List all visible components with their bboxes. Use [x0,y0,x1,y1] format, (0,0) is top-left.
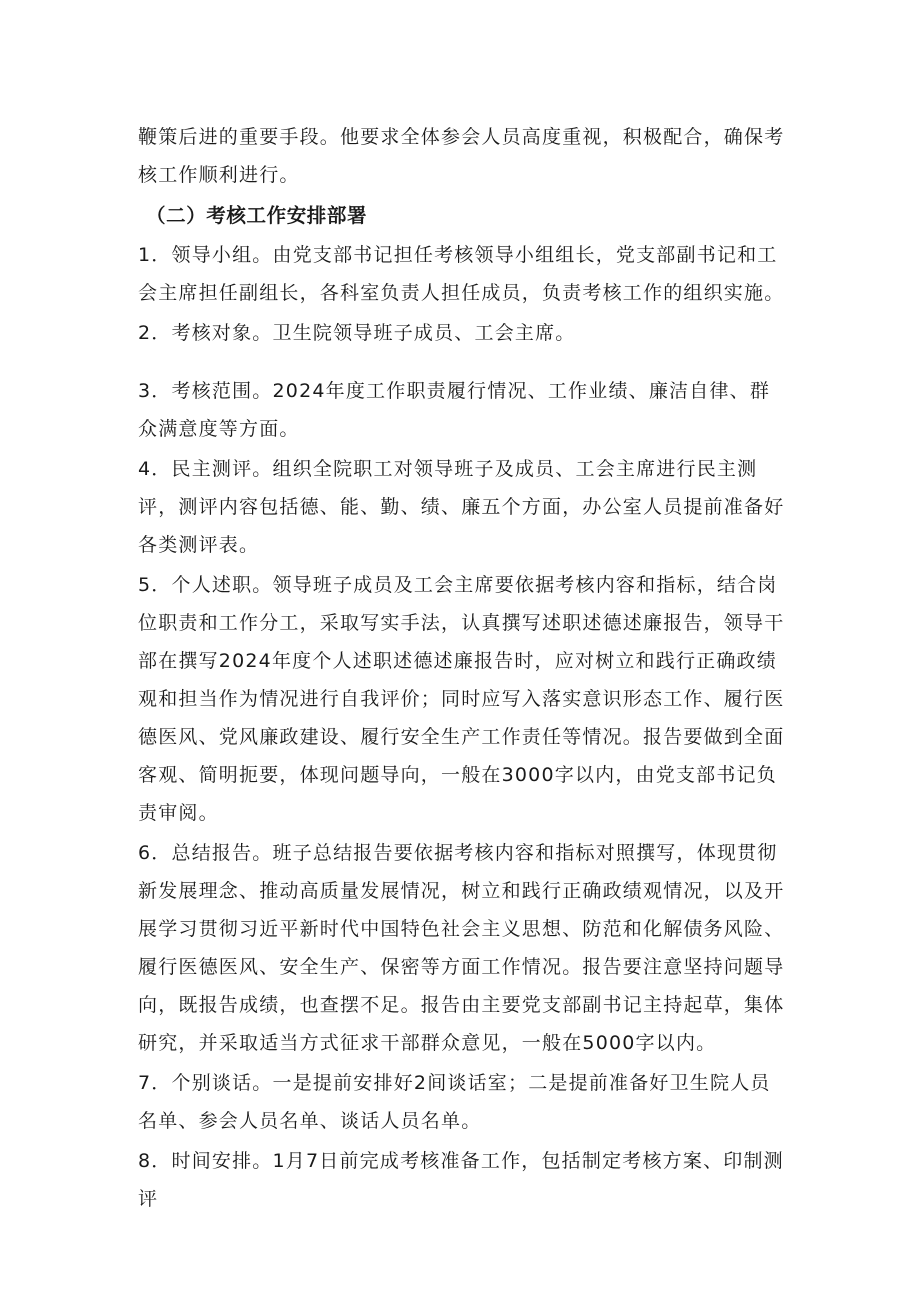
item-text: 领导小组。由党支部书记担任考核领导小组组长，党支部副书记和工会主席担任副组长，各科室负责人担任成员，负责考核工作的组织实施。 [138,244,785,304]
item-number: 4． [138,458,172,480]
section-heading: （二）考核工作安排部署 [146,204,368,227]
item-number: 3． [138,380,172,402]
item-text: 个人述职。领导班子成员及工会主席要依据考核内容和指标，结合岗位职责和工作分工，采取写实手法，认真撰写述职述德述廉报告，领导干部在撰写2024年度个人述职述德述廉报告时，应对树立和践行正确政绩观和担当作为情况进行自我评价；同时应写入落实意识形态工作、履行医德医风、党风廉政建设、履行安全生产工作责任等情况。报告要做到全面客观、简明扼要，体现问题导向，一般在3000字以内，由党支部书记负责审阅。 [138,574,785,824]
list-item-5 [138,566,786,832]
item-number: 5． [138,574,172,596]
list-item-6 [138,834,786,1062]
list-item-4 [138,450,786,564]
list-item-3 [138,372,786,448]
list-item-7 [138,1064,786,1140]
item-text: 时间安排。1月7日前完成考核准备工作，包括制定考核方案、印制测评 [138,1150,784,1210]
intro-paragraph: 鞭策后进的重要手段。他要求全体参会人员高度重视，积极配合，确保考核工作顺利进行。 [138,126,785,186]
list-item-1 [138,236,786,312]
item-number: 8． [138,1150,172,1172]
item-number: 2． [138,322,172,344]
item-text: 考核对象。卫生院领导班子成员、工会主席。 [171,322,576,344]
item-text: 考核范围。2024年度工作职责履行情况、工作业绩、廉洁自律、群众满意度等方面。 [138,380,771,440]
item-number: 7． [138,1072,172,1094]
item-text: 民主测评。组织全院职工对领导班子及成员、工会主席进行民主测评，测评内容包括德、能、勤、绩、廉五个方面，办公室人员提前准备好各类测评表。 [138,458,785,556]
item-text: 总结报告。班子总结报告要依据考核内容和指标对照撰写，体现贯彻新发展理念、推动高质量发展情况，树立和践行正确政绩观情况，以及开展学习贯彻习近平新时代中国特色社会主义思想、防范和化解债务风险、履行医德医风、安全生产、保密等方面工作情况。报告要注意坚持问题导向，既报告成绩，也查摆不足。报告由主要党支部副书记主持起草，集体研究，并采取适当方式征求干部群众意见，一般在5000字以内。 [138,842,785,1054]
list-item-2 [138,314,786,352]
item-number: 1． [138,244,172,266]
list-item-8 [138,1142,786,1218]
item-number: 6． [138,842,172,864]
document-body [138,118,786,1218]
item-text: 个别谈话。一是提前安排好2间谈话室；二是提前准备好卫生院人员名单、参会人员名单、谈话人员名单。 [138,1072,771,1132]
